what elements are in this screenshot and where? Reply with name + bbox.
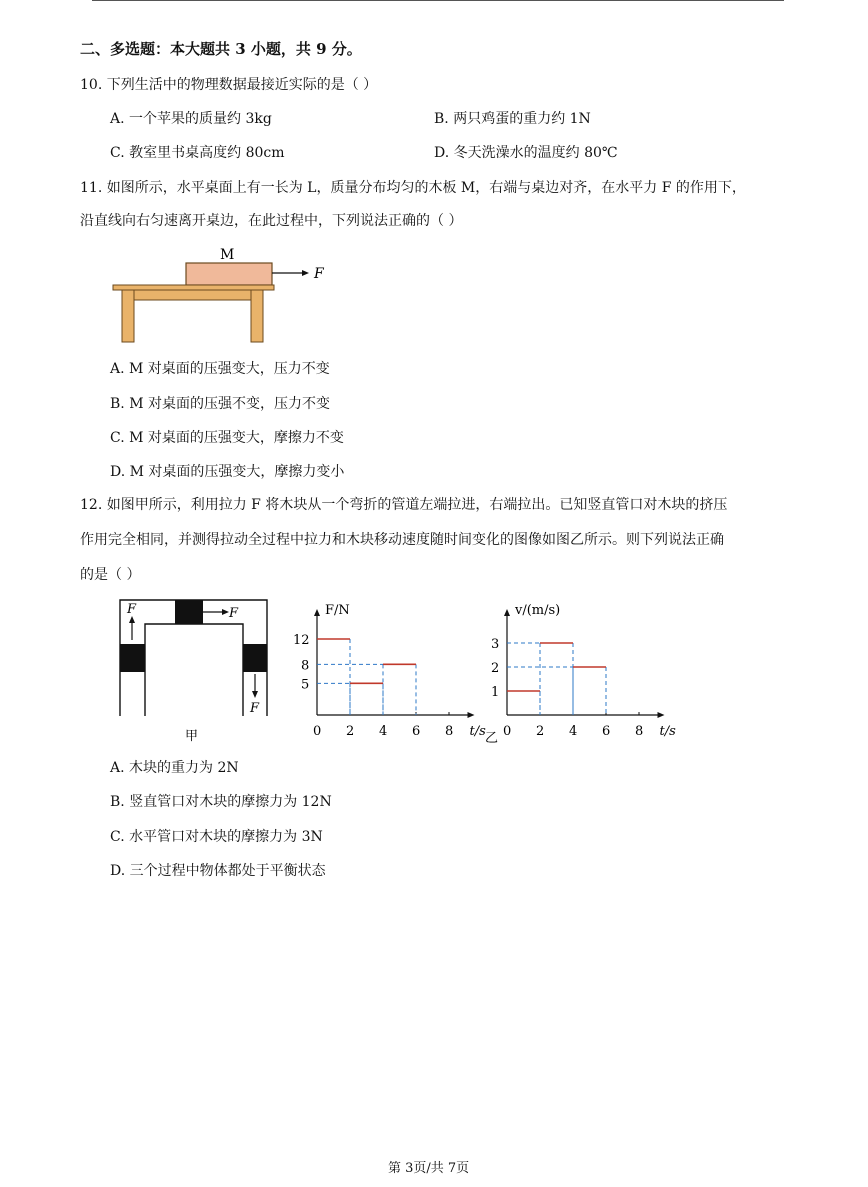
figure-yi-label: 乙 <box>485 731 499 746</box>
graph1-y-tick-3: 3 <box>491 637 500 652</box>
graph0-x-tick-4: 4 <box>379 724 388 739</box>
graph1-x-tick-2: 2 <box>536 724 545 739</box>
q12-option-b: B. 竖直管口对木块的摩擦力为 12N <box>110 794 332 810</box>
q11-option-c: C. M 对桌面的压强变大，摩擦力不变 <box>110 430 344 446</box>
q10-option-a: A. 一个苹果的质量约 3kg <box>110 111 272 127</box>
graph1-y-arrow <box>504 609 510 616</box>
pipe-force-label-right: F <box>229 606 239 621</box>
graph0-y-tick-12: 12 <box>293 633 310 648</box>
graph0-y-label: F/N <box>325 603 350 618</box>
q11-stem-line-2: 沿直线向右匀速离开桌边，在此过程中，下列说法正确的（ ） <box>80 213 463 229</box>
q12-option-c: C. 水平管口对木块的摩擦力为 3N <box>110 829 323 845</box>
table-leg-right <box>251 290 263 342</box>
graph1-y-tick-1: 1 <box>491 685 500 700</box>
q12-stem-line-1: 12. 如图甲所示，利用拉力 F 将木块从一个弯折的管道左端拉进，右端拉出。已知竖直管口对木块的挤压 <box>80 497 728 513</box>
graph0-x-tick-6: 6 <box>412 724 421 739</box>
figure-jia-label: 甲 <box>185 729 199 744</box>
page-footer: 第 3页/共 7页 <box>388 1161 470 1176</box>
top-rule <box>92 0 784 1</box>
pipe-force-label-down: F <box>250 701 260 716</box>
graph0-x-label: t/s <box>469 724 486 739</box>
graph1-y-tick-2: 2 <box>491 661 500 676</box>
q11-option-b: B. M 对桌面的压强不变，压力不变 <box>110 396 330 412</box>
block-m <box>186 263 272 285</box>
q10-option-d: D. 冬天洗澡水的温度约 80℃ <box>434 145 618 161</box>
q10-option-c: C. 教室里书桌高度约 80cm <box>110 145 285 161</box>
q12-pipe-figure <box>115 596 275 746</box>
graph1-x-tick-8: 8 <box>635 724 644 739</box>
table-leg-left <box>122 290 134 342</box>
graph1-y-label: v/(m/s) <box>515 603 561 618</box>
graph0-x-tick-0: 0 <box>313 724 322 739</box>
graph1-x-label: t/s <box>659 724 676 739</box>
q10-option-b: B. 两只鸡蛋的重力约 1N <box>434 111 591 127</box>
force-f-label: F <box>314 266 324 282</box>
q12-option-a: A. 木块的重力为 2N <box>110 760 239 776</box>
graph0-y-arrow <box>314 609 320 616</box>
graph0-x-tick-2: 2 <box>346 724 355 739</box>
q11-table-figure <box>108 242 348 346</box>
graph0-y-tick-5: 5 <box>301 677 310 693</box>
section-title: 二、多选题：本大题共 3 小题，共 9 分。 <box>80 40 362 58</box>
graph1-x-tick-6: 6 <box>602 724 611 739</box>
block-m-label: M <box>220 247 235 263</box>
graph1-x-tick-4: 4 <box>569 724 578 739</box>
table-apron <box>133 290 260 300</box>
graph0-y-tick-8: 8 <box>301 658 310 674</box>
tabletop <box>113 285 274 290</box>
graph0-x-tick-8: 8 <box>445 724 454 739</box>
q12-stem-line-2: 作用完全相同，并测得拉动全过程中拉力和木块移动速度随时间变化的图像如图乙所示。则下列说法正确 <box>80 532 724 548</box>
block-horizontal <box>175 600 203 624</box>
block-vertical-left <box>120 644 145 672</box>
q11-option-a: A. M 对桌面的压强变大，压力不变 <box>110 361 330 377</box>
graph0-x-arrow <box>468 712 475 718</box>
graph1-x-arrow <box>658 712 665 718</box>
q11-option-d: D. M 对桌面的压强变大，摩擦力变小 <box>110 464 345 480</box>
q12-option-d: D. 三个过程中物体都处于平衡状态 <box>110 863 326 879</box>
pipe-force-label-up: F <box>127 602 137 617</box>
q11-stem-line-1: 11. 如图所示，水平桌面上有一长为 L，质量分布均匀的木板 M，右端与桌边对齐，在水平力 F 的作用下， <box>80 180 746 196</box>
q10-stem-line-1: 10. 下列生活中的物理数据最接近实际的是（ ） <box>80 77 378 93</box>
graph1-x-tick-0: 0 <box>503 724 512 739</box>
q12-stem-line-3: 的是（ ） <box>80 567 141 583</box>
q12-graphs <box>290 596 680 746</box>
block-vertical-right <box>243 644 267 672</box>
